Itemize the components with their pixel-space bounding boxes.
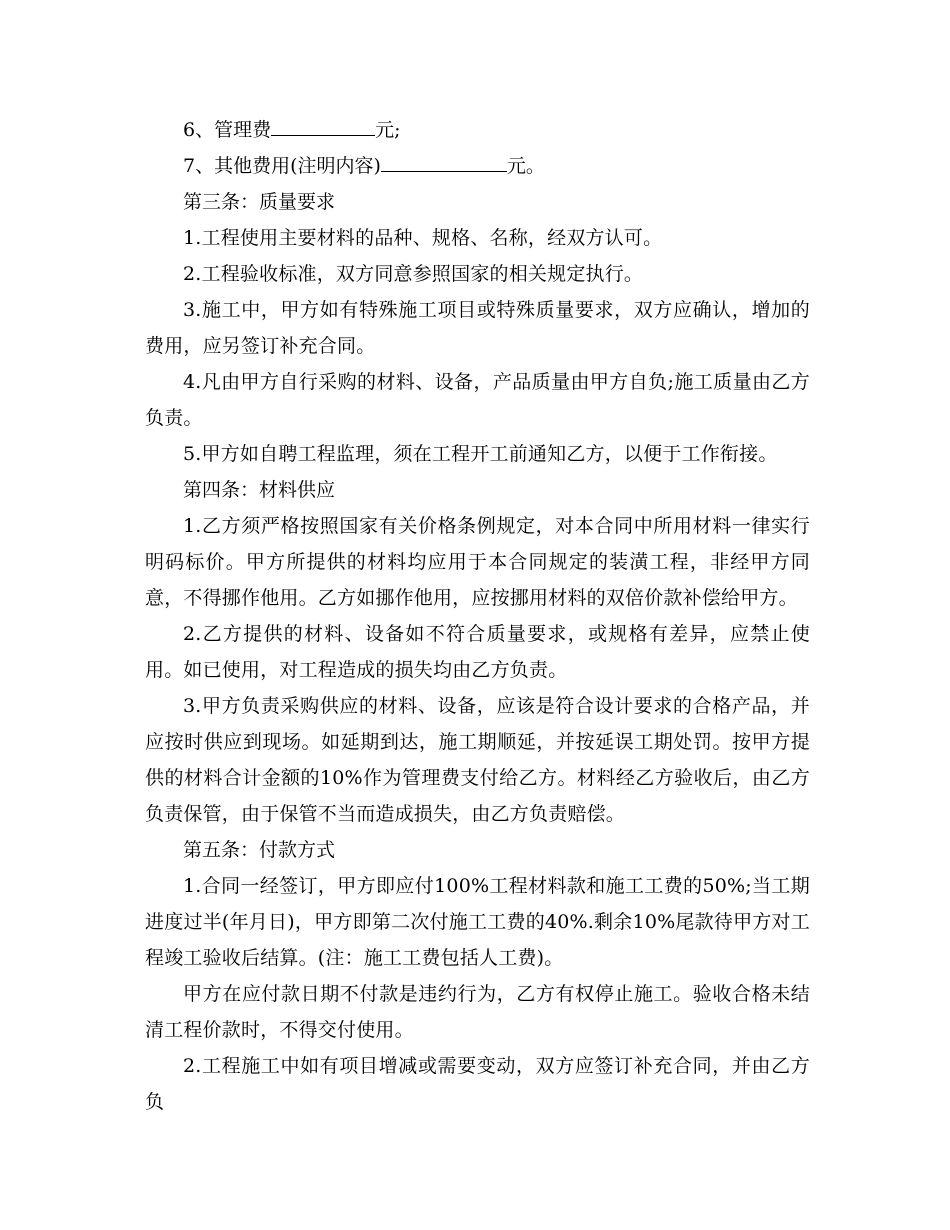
document-page (145, 112, 810, 1120)
fee-line-other (145, 148, 810, 184)
article-clause: 5.甲方如自聘工程监理，须在工程开工前通知乙方，以便于工作衔接。 (183, 443, 778, 465)
fee-line-unit: 元。 (506, 155, 545, 177)
article-clause: 4.凡由甲方自行采购的材料、设备，产品质量由甲方自负;施工质量由乙方负责。 (145, 371, 810, 429)
fee-line-management (145, 112, 810, 148)
article-clause: 2.乙方提供的材料、设备如不符合质量要求，或规格有差异，应禁止使用。如已使用，对工程造成的损失均由乙方负责。 (145, 623, 810, 681)
article-clause: 1.合同一经签订，甲方即应付100%工程材料款和施工工费的50%;当工期进度过半(年月日)，甲方即第二次付施工工费的40%.剩余10%尾款待甲方对工程竣工验收后结算。(注：施工工费包括人工费)。 (145, 875, 810, 969)
article-heading: 第四条：材料供应 (183, 479, 336, 501)
article-heading: 第三条：质量要求 (183, 191, 336, 213)
fee-line-label: 7、其他费用(注明内容) (183, 155, 381, 177)
article-heading: 第五条：付款方式 (183, 839, 336, 861)
article-clause: 2.工程施工中如有项目增减或需要变动，双方应签订补充合同，并由乙方负 (145, 1055, 810, 1113)
article-clause: 1.乙方须严格按照国家有关价格条例规定，对本合同中所用材料一律实行明码标价。甲方所提供的材料均应用于本合同规定的装潢工程，非经甲方同意，不得挪作他用。乙方如挪作他用，应按挪用材料的双倍价款补偿给甲方。 (145, 515, 810, 609)
fee-line-unit: 元; (375, 119, 401, 141)
blank-underline (381, 153, 507, 172)
article-clause: 3.施工中，甲方如有特殊施工项目或特殊质量要求，双方应确认，增加的费用，应另签订补充合同。 (145, 299, 810, 357)
article-clause: 甲方在应付款日期不付款是违约行为，乙方有权停止施工。验收合格未结清工程价款时，不得交付使用。 (145, 983, 810, 1041)
blank-underline (271, 117, 375, 136)
article-clause: 2.工程验收标准，双方同意参照国家的相关规定执行。 (183, 263, 644, 285)
fee-line-label: 6、管理费 (183, 119, 272, 141)
article-clause: 3.甲方负责采购供应的材料、设备，应该是符合设计要求的合格产品，并应按时供应到现场。如延期到达，施工期顺延，并按延误工期处罚。按甲方提供的材料合计金额的10%作为管理费支付给乙方。材料经乙方验收后，由乙方负责保管，由于保管不当而造成损失，由乙方负责赔偿。 (145, 695, 810, 825)
article-clause: 1.工程使用主要材料的品种、规格、名称，经双方认可。 (183, 227, 663, 249)
